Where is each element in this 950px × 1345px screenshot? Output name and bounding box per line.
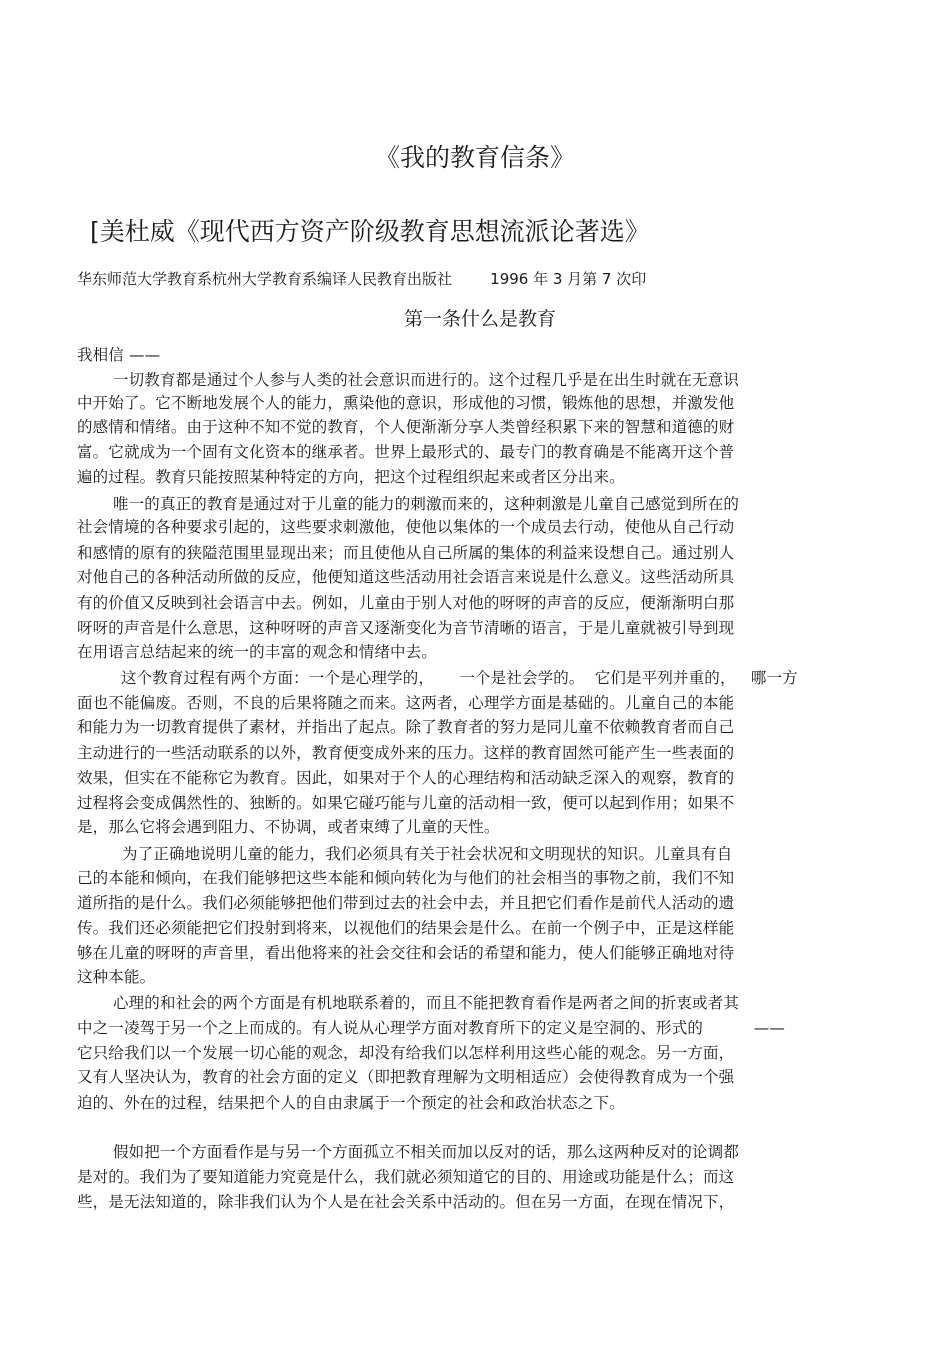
body-line: 又有人坚决认为，教育的社会方面的定义（即把教育理解为文明相适应）会使得教育成为一个强 xyxy=(77,1068,735,1086)
body-line: 己的本能和倾向，在我们能够把这些本能和倾向转化为与他们的社会相当的事物之前，我们不知 xyxy=(77,869,735,887)
body-line: 迫的、外在的过程，结果把个人的自由隶属于一个预定的社会和政治状态之下。 xyxy=(77,1094,625,1112)
body-line: 心理的和社会的两个方面是有机地联系着的，而且不能把教育看作是两者之间的折衷或者其 xyxy=(113,994,740,1012)
body-line: 这种本能。 xyxy=(77,968,156,986)
section-title: 第一条什么是教育 xyxy=(403,308,556,330)
body-line: 富。它就成为一个固有文化资本的继承者。世界上最形式的、最专门的教育确是不能离开这个普 xyxy=(77,443,735,461)
document-title: 《我的教育信条》 xyxy=(374,143,575,172)
body-line: 有的价值又反映到社会语言中去。例如，儿童由于别人对他的呀呀的声音的反应，便渐渐明白那 xyxy=(77,594,735,612)
body-line: 和能力为一切教育提供了素材，并指出了起点。除了教育者的努力是同儿童不依赖教育者而自己 xyxy=(77,718,735,736)
body-line: 中开始了。它不断地发展个人的能力，熏染他的意识，形成他的习惯，锻炼他的思想，并激发他 xyxy=(77,394,735,412)
body-line: 对他自己的各种活动所做的反应，他便知道这些活动用社会语言来说是什么意义。这些活动所具 xyxy=(77,568,735,586)
body-line: 面也不能偏废。否则，不良的后果将随之而来。这两者，心理学方面是基础的。儿童自己的本能 xyxy=(77,694,735,712)
body-line: 传。我们还必须能把它们投射到将来，以视他们的结果会是什么。在前一个例子中，正是这样能 xyxy=(77,919,735,937)
body-line: 的感情和情绪。由于这种不知不觉的教育，个人便渐渐分享人类曾经积累下来的智慧和道德的财 xyxy=(77,418,735,436)
body-line: 在用语言总结起来的统一的丰富的观念和情绪中去。 xyxy=(77,643,437,661)
body-line: 我相信 —— xyxy=(77,346,161,364)
body-line: 是对的。我们为了要知道能力究竟是什么，我们就必须知道它的目的、用途或功能是什么；而这 xyxy=(77,1168,735,1186)
body-line: 一切教育都是通过个人参与人类的社会意识而进行的。这个过程几乎是在出生时就在无意识 xyxy=(113,371,740,389)
body-line: 唯一的真正的教育是通过对于儿童的能力的刺激而来的，这种刺激是儿童自己感觉到所在的 xyxy=(113,495,740,513)
body-line: 假如把一个方面看作是与另一个方面孤立不相关而加以反对的话，那么这两种反对的论调都 xyxy=(113,1143,740,1161)
body-line: 呀呀的声音是什么意思，这种呀呀的声音又逐渐变化为音节清晰的语言，于是儿童就被引导到现 xyxy=(77,619,735,637)
body-line: 遍的过程。教育只能按照某种特定的方向，把这个过程组织起来或者区分出来。 xyxy=(77,468,625,486)
body-line: 社会情境的各种要求引起的，这些要求刺激他，使他以集体的一个成员去行动，使他从自己行动 xyxy=(77,518,735,536)
body-line: 效果，但实在不能称它为教育。因此，如果对于个人的心理结构和活动缺乏深入的观察，教育的 xyxy=(77,769,735,787)
body-line: 些，是无法知道的，除非我们认为个人是在社会关系中活动的。但在另一方面，在现在情况下， xyxy=(77,1193,735,1211)
body-line: 过程将会变成偶然性的、独断的。如果它碰巧能与儿童的活动相一致，便可以起到作用；如果不 xyxy=(77,794,735,812)
body-line: 和感情的原有的狭隘范围里显现出来；而且使他从自己所属的集体的利益来设想自己。通过别人 xyxy=(77,544,735,562)
publisher-line: 华东师范大学教育系杭州大学教育系编译人民教育出版社 1996 年 3 月第 7 次印 xyxy=(77,270,647,288)
document-subtitle: [美杜威《现代西方资产阶级教育思想流派论著选》 xyxy=(90,217,650,246)
body-line: 是，那么它将会遇到阻力、不协调，或者束缚了儿童的天性。 xyxy=(77,818,500,836)
body-line: 为了正确地说明儿童的能力，我们必须具有关于社会状况和文明现状的知识。儿童具有自 xyxy=(122,845,733,863)
body-line: 这个教育过程有两个方面：一个是心理学的， 一个是社会学的。 它们是平列并重的， 哪一方 xyxy=(121,669,798,687)
body-line: 道所指的是什么。我们必须能够把他们带到过去的社会中去，并且把它们看作是前代人活动的遗 xyxy=(77,894,735,912)
body-line: 主动进行的一些活动联系的以外，教育便变成外来的压力。这样的教育固然可能产生一些表面的 xyxy=(77,744,735,762)
body-line: 中之一凌驾于另一个之上而成的。有人说从心理学方面对教育所下的定义是空洞的、形式的 —— xyxy=(77,1019,786,1037)
body-line: 它只给我们以一个发展一切心能的观念，却没有给我们以怎样利用这些心能的观念。另一方面， xyxy=(77,1044,735,1062)
body-line: 够在儿童的呀呀的声音里，看出他将来的社会交往和会话的希望和能力，使人们能够正确地对待 xyxy=(77,944,735,962)
